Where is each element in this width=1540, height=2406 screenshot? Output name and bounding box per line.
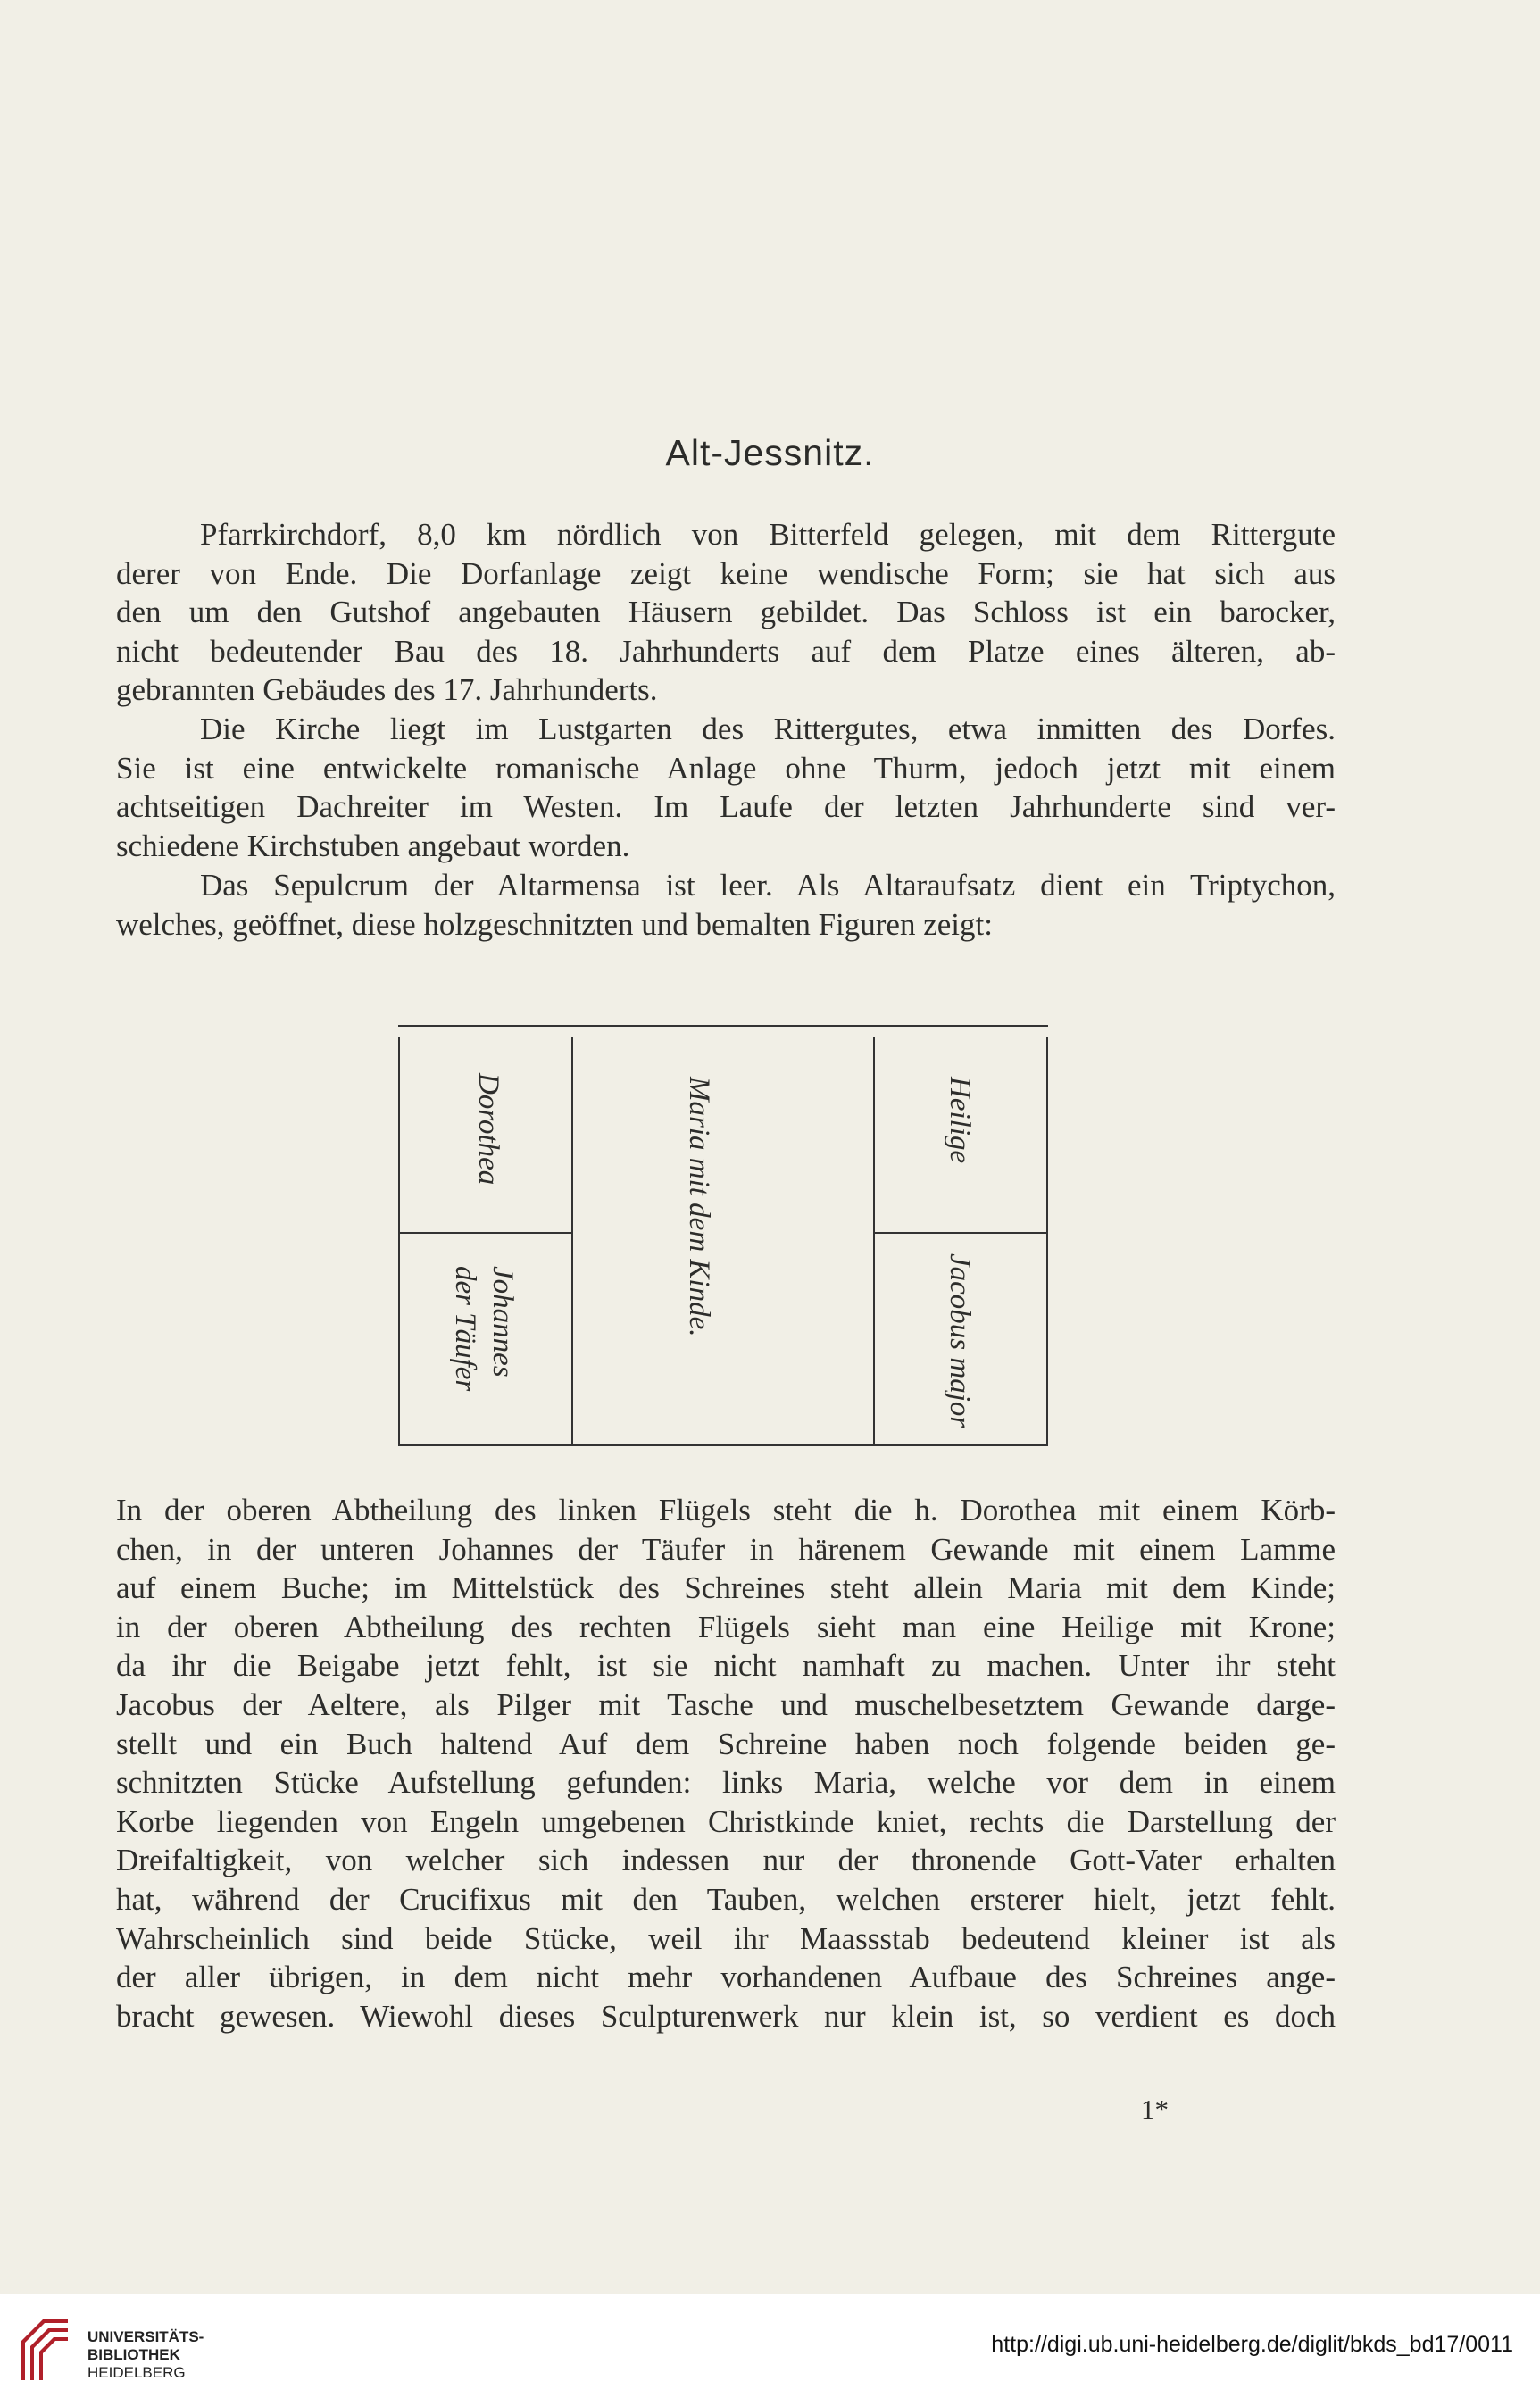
text-line: Pfarrkirchdorf, 8,0 km nördlich von Bitterfeld gelegen, mit dem Rittergute bbox=[200, 517, 1336, 552]
page-title: Alt-Jessnitz. bbox=[665, 432, 875, 473]
text-line: schiedene Kirchstuben angebaut worden. bbox=[116, 828, 630, 863]
text-line: achtseitigen Dachreiter im Westen. Im Laufe der letzten Jahrhunderte sind ver- bbox=[116, 789, 1336, 825]
text-line: der aller übrigen, in dem nicht mehr vorhandenen Aufbaue des Schreines ange- bbox=[116, 1960, 1336, 1995]
triptych-diagram bbox=[398, 1025, 1048, 1446]
divider-line bbox=[398, 1232, 573, 1234]
text-line: Die Kirche liegt im Lustgarten des Rittergutes, etwa inmitten des Dorfes. bbox=[200, 712, 1336, 746]
text-line: in der oberen Abtheilung des rechten Flügels sieht man eine Heilige mit Krone; bbox=[116, 1609, 1336, 1644]
divider-line bbox=[398, 1037, 400, 1444]
text-line: derer von Ende. Die Dorfanlage zeigt keine wendische Form; sie hat sich aus bbox=[116, 555, 1336, 591]
text-line: Dreifaltigkeit, von welcher sich indessen nur der thronende Gott-Vater erhalten bbox=[116, 1843, 1336, 1878]
text-line: Sie ist eine entwickelte romanische Anlage ohne Thurm, jedoch jetzt mit einem bbox=[116, 750, 1336, 786]
text-line: bracht gewesen. Wiewohl dieses Sculpturenwerk nur klein ist, so verdient es doch bbox=[116, 1998, 1336, 2034]
text-line: welches, geöffnet, diese holzgeschnitzten und bemalten Figuren zeigt: bbox=[116, 906, 993, 942]
text-line: hat, während der Crucifixus mit den Tauben, welchen ersterer hielt, jetzt fehlt. bbox=[116, 1881, 1336, 1917]
library-name-line: BIBLIOTHEK bbox=[87, 2346, 180, 2363]
text-line: In der oberen Abtheilung des linken Flügels steht die h. Dorothea mit einem Körb- bbox=[116, 1493, 1336, 1528]
divider-line bbox=[1046, 1037, 1048, 1444]
library-name-line: HEIDELBERG bbox=[87, 2364, 186, 2381]
text-line: da ihr die Beigabe jetzt fehlt, ist sie nicht namhaft zu machen. Unter ihr steht bbox=[116, 1648, 1336, 1684]
text-line: Das Sepulcrum der Altarmensa ist leer. Als Altaraufsatz dient ein Triptychon, bbox=[200, 868, 1336, 903]
label-der-taeufer: der Täufer bbox=[449, 1266, 481, 1392]
label-jacobus: Jacobus major bbox=[944, 1253, 976, 1428]
paragraph-description bbox=[116, 1491, 1336, 2036]
text-line: Jacobus der Aeltere, als Pilger mit Tasche und muschelbesetztem Gewande darge- bbox=[116, 1686, 1336, 1722]
label-dorothea: Dorothea bbox=[472, 1073, 504, 1186]
label-heilige: Heilige bbox=[944, 1077, 976, 1164]
divider-line bbox=[873, 1037, 875, 1444]
label-johannes: Johannes bbox=[487, 1266, 519, 1378]
text-line: schnitzten Stücke Aufstellung gefunden: links Maria, welche vor dem in einem bbox=[116, 1765, 1336, 1801]
page-number: 1* bbox=[1141, 2094, 1169, 2125]
text-line: den um den Gutshof angebauten Häusern gebildet. Das Schloss ist ein barocker, bbox=[116, 595, 1336, 630]
library-logo-icon bbox=[16, 2314, 73, 2385]
paragraph-intro bbox=[116, 515, 1336, 710]
source-url-link[interactable]: http://digi.ub.uni-heidelberg.de/diglit/bkds_bd17/0011 bbox=[991, 2332, 1513, 2357]
label-maria: Maria mit dem Kinde. bbox=[683, 1077, 715, 1337]
paragraph-altar bbox=[116, 866, 1336, 944]
text-line: nicht bedeutender Bau des 18. Jahrhunderts auf dem Platze eines älteren, ab- bbox=[116, 633, 1336, 669]
text-line: stellt und ein Buch haltend Auf dem Schreine haben noch folgende beiden ge- bbox=[116, 1726, 1336, 1761]
text-line: Korbe liegenden von Engeln umgebenen Christkinde kniet, rechts die Darstellung der bbox=[116, 1803, 1336, 1839]
text-line: gebrannten Gebäudes des 17. Jahrhunderts. bbox=[116, 672, 658, 708]
divider-line bbox=[571, 1037, 573, 1444]
paragraph-church bbox=[116, 710, 1336, 865]
library-name-line: UNIVERSITÄTS- bbox=[87, 2328, 204, 2345]
text-line: auf einem Buche; im Mittelstück des Schreines steht allein Maria mit dem Kinde; bbox=[116, 1570, 1336, 1606]
divider-line bbox=[873, 1232, 1048, 1234]
text-line: Wahrscheinlich sind beide Stücke, weil ihr Maassstab bedeutend kleiner ist als bbox=[116, 1920, 1336, 1956]
text-line: chen, in der unteren Johannes der Täufer in härenem Gewande mit einem Lamme bbox=[116, 1531, 1336, 1567]
library-name bbox=[87, 2328, 204, 2382]
